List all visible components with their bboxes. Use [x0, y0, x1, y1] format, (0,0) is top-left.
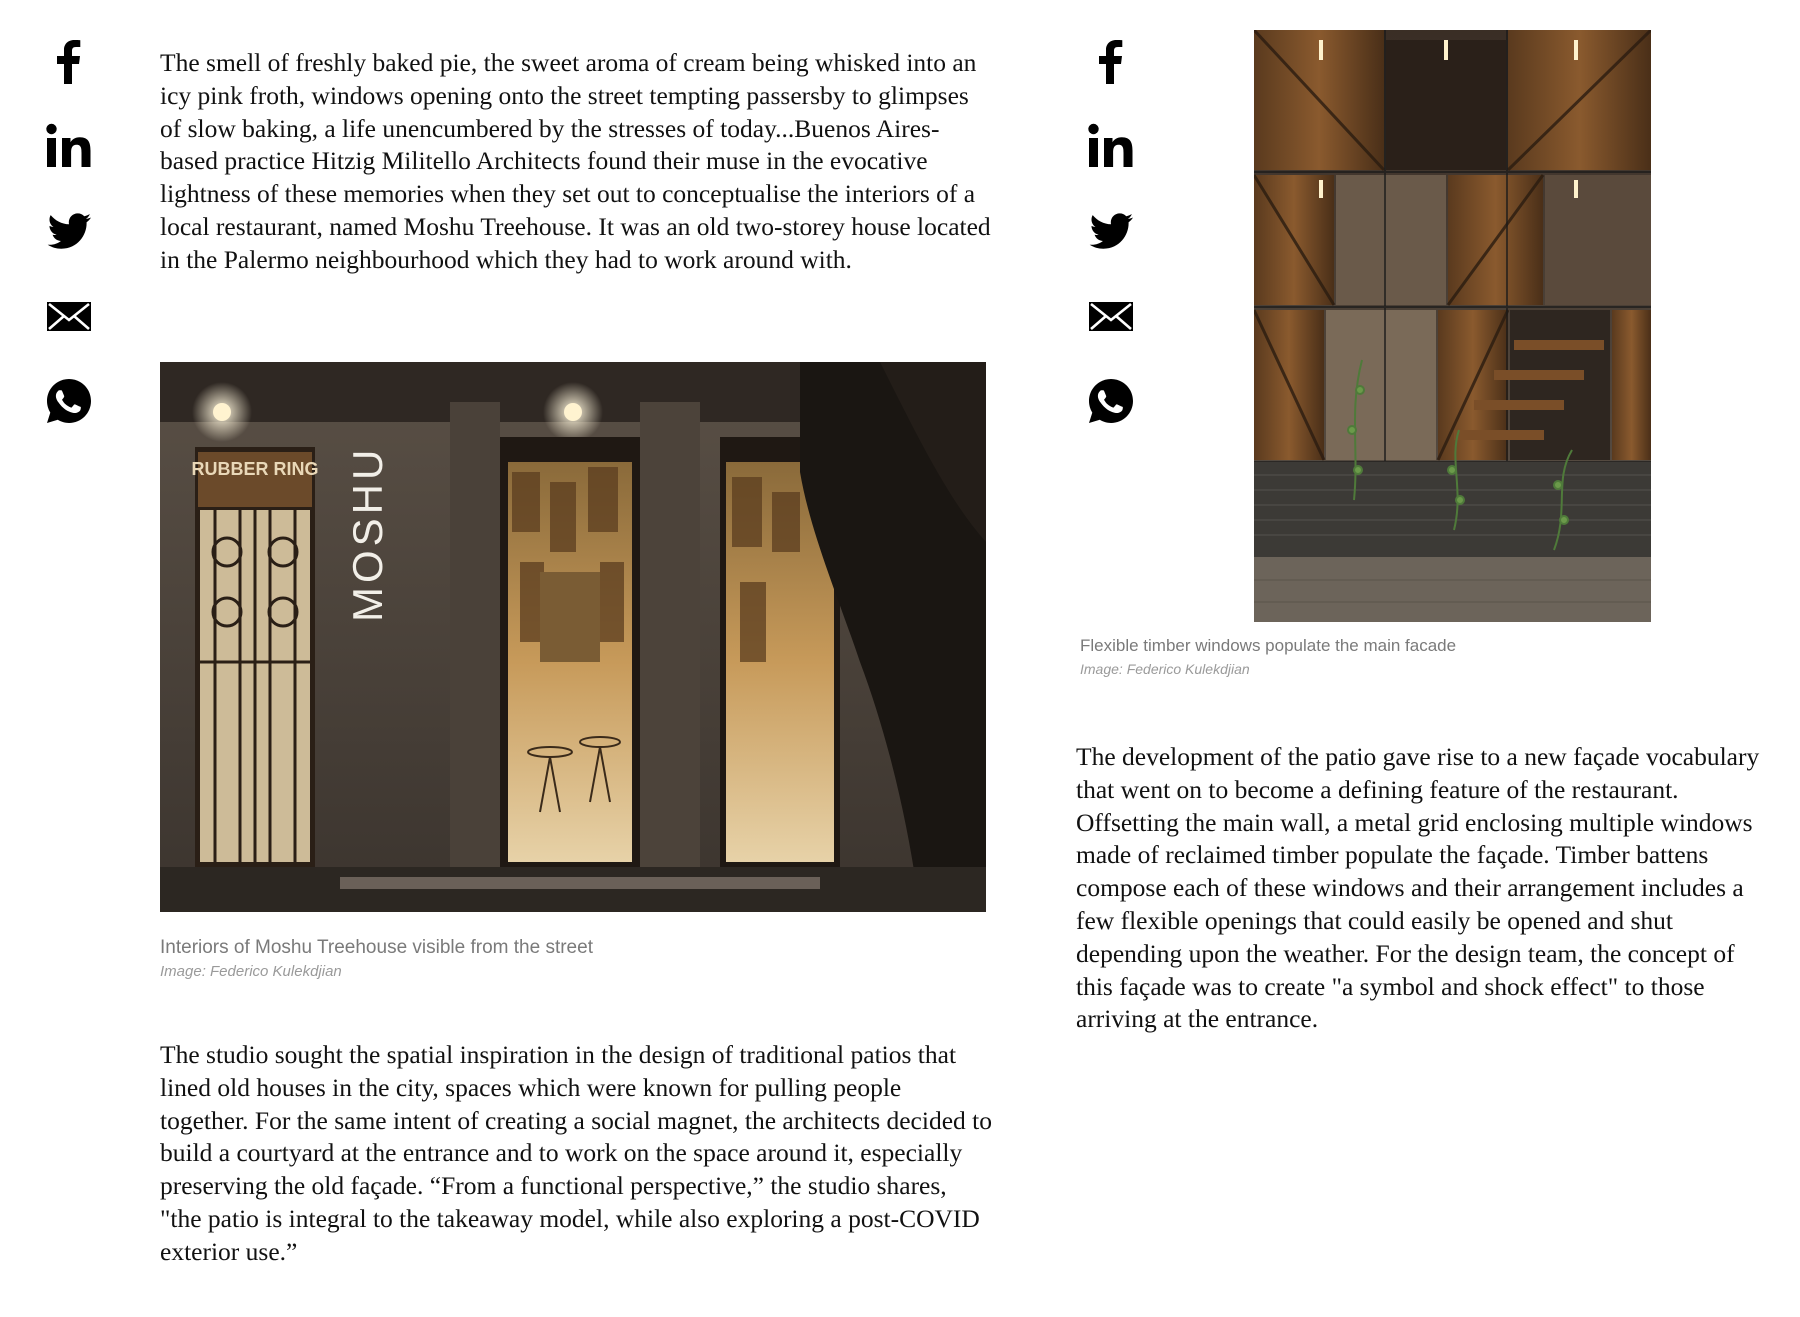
- twitter-icon[interactable]: [44, 206, 94, 256]
- twitter-icon[interactable]: [1086, 206, 1136, 256]
- email-icon[interactable]: [44, 291, 94, 341]
- linkedin-icon[interactable]: [1086, 121, 1136, 171]
- facebook-icon[interactable]: [1086, 36, 1136, 86]
- caption-credit: Image: Federico Kulekdjian: [1080, 661, 1250, 677]
- article-paragraph-2: The studio sought the spatial inspiration in the design of traditional patios that lined old houses in the city, spaces which were known for pulling people together. For the same intent of creating a social magnet, the architects decided to build a courtyard at the entrance and to work on the space around it, especially preserving the old façade. “From a functional perspective,” the studio shares, "the patio is integral to the takeaway model, while also exploring a post-COVID exterior use.”: [160, 1040, 992, 1266]
- shop-sign-text: RUBBER RING: [191, 459, 319, 479]
- email-icon[interactable]: [1086, 291, 1136, 341]
- article-paragraph-1: The smell of freshly baked pie, the sweet aroma of cream being whisked into an icy pink froth, windows opening onto the street tempting passersby to glimpses of slow baking, a life unencumbered by the stresses of today...Buenos Aires-based practice Hitzig Militello Architects found their muse in the evocative lightness of these memories when they set out to conceptualise the interiors of a local restaurant, named Moshu Treehouse. It was an old two-storey house located in the Palermo neighbourhood which they had to work around with.: [160, 48, 991, 274]
- storefront-photo: [160, 362, 986, 912]
- facade-photo: [1254, 30, 1651, 622]
- share-rail-right: [1086, 36, 1146, 461]
- caption-text: Interiors of Moshu Treehouse visible from the street: [160, 937, 593, 958]
- linkedin-icon[interactable]: [44, 121, 94, 171]
- brand-sign-text: MOSHU: [344, 445, 391, 622]
- article-paragraph-3: The development of the patio gave rise to a new façade vocabulary that went on to become a defining feature of the restaurant. Offsetting the main wall, a metal grid enclosing multiple windows made of reclaimed timber populate the façade. Timber battens compose each of these windows and their arrangement includes a few flexible openings that could easily be opened and shut depending upon the weather. For the design team, the concept of this façade was to create "a symbol and shock effect" to those arriving at the entrance.: [1076, 742, 1760, 1034]
- caption-credit: Image: Federico Kulekdjian: [160, 963, 342, 980]
- share-rail-left: [44, 36, 104, 461]
- facade-photo-caption: [1080, 634, 1680, 680]
- street-photo-caption: [160, 936, 986, 984]
- whatsapp-icon[interactable]: [1086, 376, 1136, 426]
- facebook-icon[interactable]: [44, 36, 94, 86]
- caption-text: Flexible timber windows populate the main facade: [1080, 636, 1457, 655]
- whatsapp-icon[interactable]: [44, 376, 94, 426]
